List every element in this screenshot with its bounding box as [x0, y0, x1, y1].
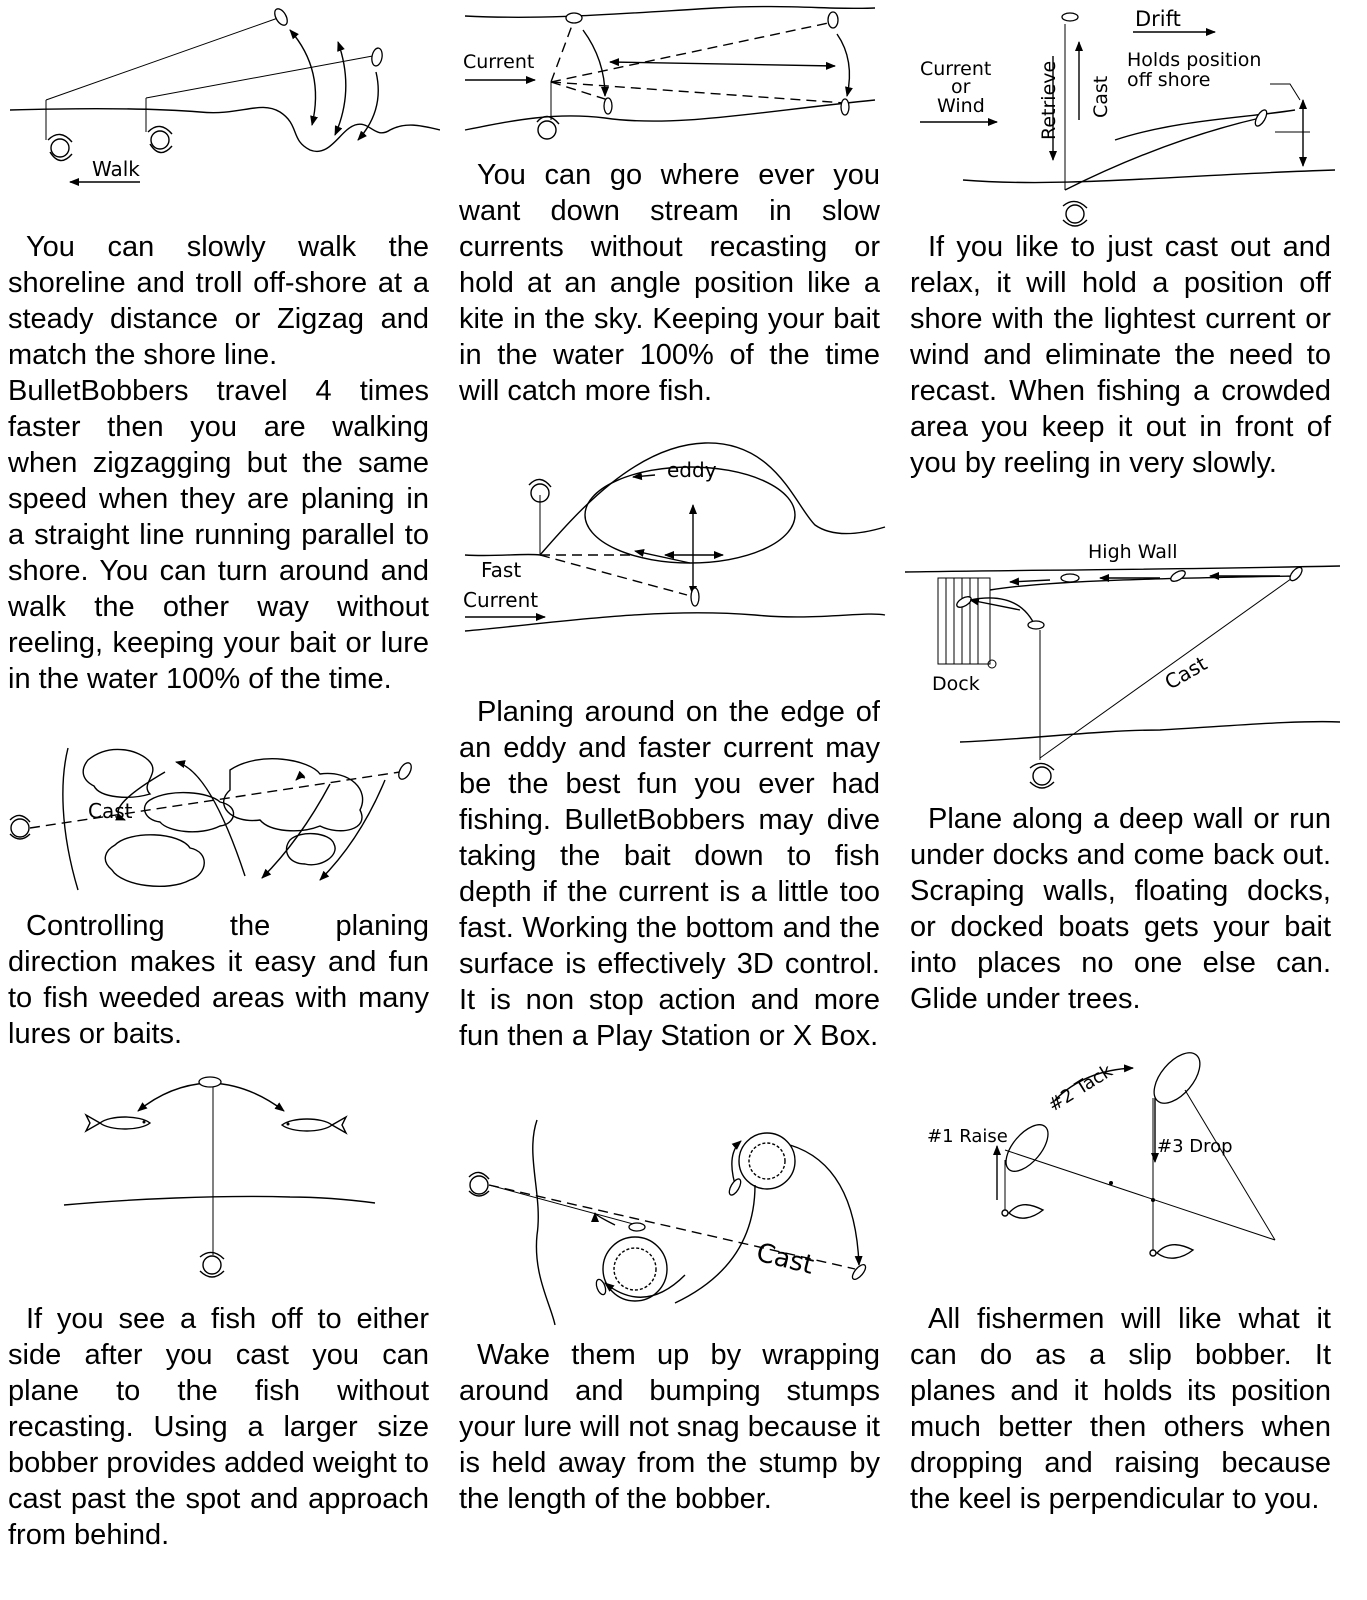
- text-walk-p1: You can slowly walk the shoreline and troll off-shore at a steady distance or Zigzag and match the shore line.: [8, 231, 429, 371]
- text-walk: [8, 229, 429, 697]
- label-cast-wall: Cast: [1160, 651, 1212, 695]
- label-cast-stumps: Cast: [753, 1237, 817, 1281]
- lure-raise: [1002, 1205, 1043, 1218]
- text-fish: [8, 1301, 429, 1553]
- label-cast: Cast: [1090, 75, 1112, 118]
- label-walk: Walk: [92, 157, 140, 181]
- fish-left: [86, 1115, 150, 1131]
- figure-fish-side: [50, 1065, 380, 1285]
- text-stumps: [459, 1337, 880, 1517]
- dock-structure: [938, 578, 996, 668]
- label-current: Current: [463, 51, 535, 73]
- label-holds-position-2: off shore: [1127, 69, 1211, 91]
- text-eddy-p1: Planing around on the edge of an eddy and faster current may be the best fun you ever had fishing. BulletBobbers may dive taking the bait down to fish depth if the current is a little too fast. Working the bottom and the surface is effectively 3D control. It is non stop action and more fun then a Play Station or X Box.: [459, 696, 880, 1052]
- label-current-or-wind-2: or: [951, 76, 971, 98]
- label-dock: Dock: [932, 673, 980, 695]
- text-slip-p1: All fishermen will like what it can do as a slip bobber. It planes and it holds its position much better then others when dropping and raising because the keel is perpendicular to you.: [910, 1303, 1331, 1515]
- figure-drift-hold: [915, 0, 1355, 230]
- text-current: [459, 157, 880, 409]
- text-stumps-p1: Wake them up by wrapping around and bumping stumps your lure will not snag because it is held away from the stump by the length of the bobber.: [459, 1339, 880, 1515]
- text-wall: [910, 801, 1331, 1017]
- text-weeds: [8, 908, 429, 1052]
- stump-upper: [739, 1133, 795, 1189]
- label-retrieve: Retrieve: [1038, 60, 1060, 140]
- label-drift: Drift: [1135, 7, 1181, 31]
- label-tack: #2 Tack: [1044, 1060, 1117, 1117]
- label-high-wall: High Wall: [1088, 541, 1178, 563]
- figure-slip-bobber: [915, 1050, 1355, 1270]
- label-current-or-wind-3: Wind: [937, 95, 985, 117]
- label-holds-position-1: Holds position: [1127, 49, 1262, 71]
- text-eddy: [459, 694, 880, 1054]
- text-weeds-p1: Controlling the planing direction makes it easy and fun to fish weeded areas with many lures or baits.: [8, 910, 429, 1050]
- figure-weeds: [0, 740, 440, 900]
- label-drop: #3 Drop: [1157, 1136, 1233, 1157]
- fish-right: [282, 1117, 346, 1133]
- text-drift-p1: If you like to just cast out and relax, it will hold a position off shore with the lightest current or wind and eliminate the need to recast. When fishing a crowded area you keep it out in front of you by reeling in very slowly.: [910, 231, 1331, 479]
- figure-current-kite: [455, 0, 895, 150]
- text-slip: [910, 1301, 1331, 1517]
- label-raise: #1 Raise: [927, 1126, 1008, 1147]
- text-drift: [910, 229, 1331, 481]
- figure-walk-shoreline: [0, 0, 440, 200]
- lure-drop: [1150, 1245, 1193, 1258]
- text-fish-p1: If you see a fish off to either side after you cast you can plane to the fish without recasting. Using a larger size bobber provides added weight to cast past the spot and approach from behind.: [8, 1303, 429, 1551]
- stump-lower: [603, 1237, 667, 1301]
- label-eddy: eddy: [667, 458, 717, 482]
- text-current-p1: You can go where ever you want down stream in slow currents without recasting or hold at an angle position like a kite in the sky. Keeping your bait in the water 100% of the time will catch more fish.: [459, 159, 880, 407]
- label-fast: Fast: [481, 558, 522, 582]
- text-wall-p1: Plane along a deep wall or run under docks and come back out. Scraping walls, floating docks, or docked boats gets your bait into places no one else can. Glide under trees.: [910, 803, 1331, 1015]
- figure-eddy: [455, 415, 895, 665]
- text-walk-p2: BulletBobbers travel 4 times faster then you are walking when zigzagging but the same speed when they are planing in a straight line running parallel to shore. You can turn around and walk the other way without reeling, keeping your bait or lure in the water 100% of the time.: [8, 375, 429, 695]
- label-cast-weeds: Cast: [88, 799, 133, 823]
- label-current-or-wind-1: Current: [920, 58, 992, 80]
- figure-high-wall: [900, 530, 1350, 800]
- label-fast-current: Current: [463, 588, 539, 612]
- figure-stumps: [455, 1115, 895, 1335]
